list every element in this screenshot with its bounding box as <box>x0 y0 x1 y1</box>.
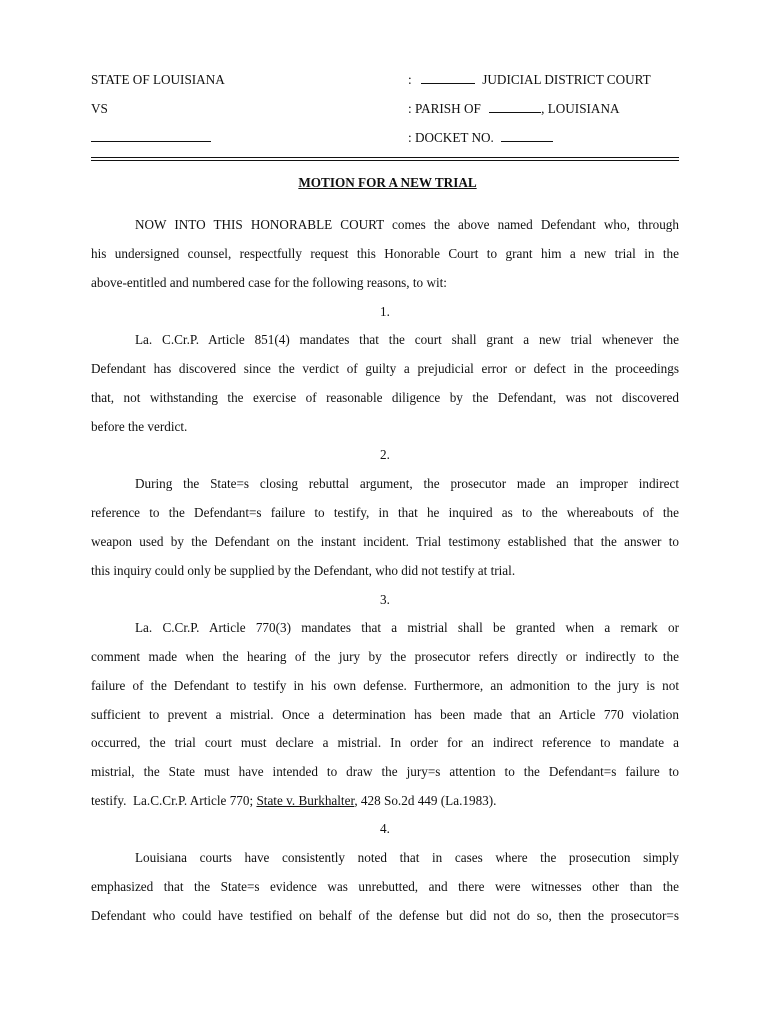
paragraph-line: weapon used by the Defendant on the instant incident. Trial testimony established that the answer to <box>91 534 679 549</box>
paragraph-line: During the State=s closing rebuttal argument, the prosecutor made an improper indirect <box>135 476 679 491</box>
paragraph-line: emphasized that the State=s evidence was unrebutted, and there were witnesses other than the <box>91 879 679 894</box>
paragraph-line: reference to the Defendant=s failure to testify, in that he inquired as to the whereabouts of the <box>91 505 679 520</box>
paragraph-number: 2. <box>380 447 390 462</box>
caption-court-text: JUDICIAL DISTRICT COURT <box>482 72 651 87</box>
caption-docket-label: : DOCKET NO. <box>408 130 494 145</box>
caption-parish <box>408 101 620 117</box>
caption-state: STATE OF LOUISIANA <box>91 72 225 87</box>
paragraph-line: Louisiana courts have consistently noted that in cases where the prosecution simply <box>135 850 679 865</box>
caption-defendant <box>91 130 211 146</box>
case-citation: State v. Burkhalter <box>256 793 355 808</box>
caption-parish-suffix: , LOUISIANA <box>541 101 620 116</box>
intro-line: his undersigned counsel, respectfully request this Honorable Court to grant him a new trial in the <box>91 246 679 261</box>
paragraph-line: before the verdict. <box>91 419 188 434</box>
document-title: MOTION FOR A NEW TRIAL <box>298 175 477 190</box>
caption-rule-bottom <box>91 160 679 161</box>
paragraph-line: failure of the Defendant to testify in his own defense. Furthermore, an admonition to the jury is not <box>91 678 679 693</box>
court-number-blank <box>421 72 475 84</box>
paragraph-line: occurred, the trial court must declare a mistrial. In order for an indirect reference to mandate a <box>91 735 679 750</box>
caption-vs: VS <box>91 101 108 116</box>
paragraph-number: 3. <box>380 592 390 607</box>
paragraph-line: Defendant who could have testified on behalf of the defense but did not do so, then the prosecutor=s <box>91 908 679 923</box>
parish-blank <box>489 101 541 113</box>
paragraph-number: 1. <box>380 304 390 319</box>
paragraph-line: mistrial, the State must have intended to draw the jury=s attention to the Defendant=s failure to <box>91 764 679 779</box>
caption-rule-top <box>91 157 679 158</box>
docket-number-blank <box>501 130 553 142</box>
intro-line: above-entitled and numbered case for the following reasons, to wit: <box>91 275 447 290</box>
paragraph-line: Defendant has discovered since the verdict of guilty a prejudicial error or defect in the proceedings <box>91 361 679 376</box>
defendant-name-blank <box>91 130 211 142</box>
paragraph-line: that, not withstanding the exercise of reasonable diligence by the Defendant, was not discovered <box>91 390 679 405</box>
paragraph-line: comment made when the hearing of the jury by the prosecutor refers directly or indirectly to the <box>91 649 679 664</box>
paragraph-line: sufficient to prevent a mistrial. Once a determination has been made that an Article 770 violation <box>91 707 679 722</box>
caption-court <box>408 72 651 88</box>
intro-line: NOW INTO THIS HONORABLE COURT comes the above named Defendant who, through <box>135 217 679 232</box>
paragraph-number: 4. <box>380 821 390 836</box>
paragraph-line: La. C.Cr.P. Article 770(3) mandates that a mistrial shall be granted when a remark or <box>135 620 679 635</box>
paragraph-line-citation: testify. La.C.Cr.P. Article 770; State v. Burkhalter, 428 So.2d 449 (La.1983). <box>91 793 497 808</box>
paragraph-line: La. C.Cr.P. Article 851(4) mandates that the court shall grant a new trial whenever the <box>135 332 679 347</box>
caption-parish-prefix: : PARISH OF <box>408 101 481 116</box>
paragraph-line: this inquiry could only be supplied by the Defendant, who did not testify at trial. <box>91 563 516 578</box>
caption-court-prefix: : <box>408 72 412 87</box>
caption-docket <box>408 130 553 146</box>
